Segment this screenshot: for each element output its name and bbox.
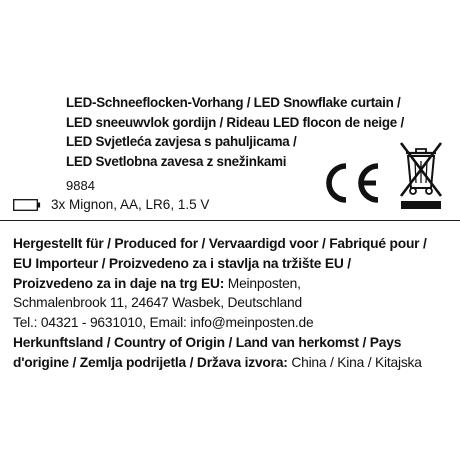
manufacturer-imprint (13, 234, 453, 373)
manufacturer-name-line (13, 274, 453, 294)
crossed-out-wheelie-bin-icon (395, 136, 447, 212)
company-name: Meinposten, (227, 275, 301, 291)
origin-value: China / Kina / Kitajska (291, 354, 422, 370)
manufacturer-label: EU Importeur / Proizvedeno za i stavlja na tržište EU / (13, 255, 351, 271)
ce-mark-icon (321, 158, 383, 208)
manufacturer-label: Hergestellt für / Produced for / Vervaardigd voor / Fabriqué pour / (13, 236, 427, 251)
origin-label: d'origine / Zemlja podrijetla / Država izvora: (13, 354, 288, 370)
company-contact: Tel.: 04321 - 9631010, Email: info@meinposten.de (13, 315, 314, 331)
battery-text: 3x Mignon, AA, LR6, 1.5 V (51, 197, 210, 212)
battery-spec (13, 196, 209, 214)
origin-label: Herkunftsland / Country of Origin / Land van herkomst / Pays (13, 334, 402, 350)
product-name-line: LED-Schneeflocken-Vorhang / LED Snowflake curtain / (66, 95, 401, 110)
article-number: 9884 (66, 178, 95, 193)
origin-line (13, 353, 453, 373)
manufacturer-label: Proizvedeno za in daje na trg EU: (13, 275, 225, 291)
battery-icon (13, 199, 41, 211)
product-name-line: LED sneeuwvlok gordijn / Rideau LED flocon de neige / (66, 114, 404, 130)
product-name-line: LED Svetlobna zavesa z snežinkami (66, 153, 287, 169)
section-divider (0, 220, 460, 221)
company-address: Schmalenbrook 11, 24647 Wasbek, Deutschland (13, 295, 302, 311)
product-name-line: LED Svjetleća zavjesa s pahuljicama / (66, 134, 297, 149)
